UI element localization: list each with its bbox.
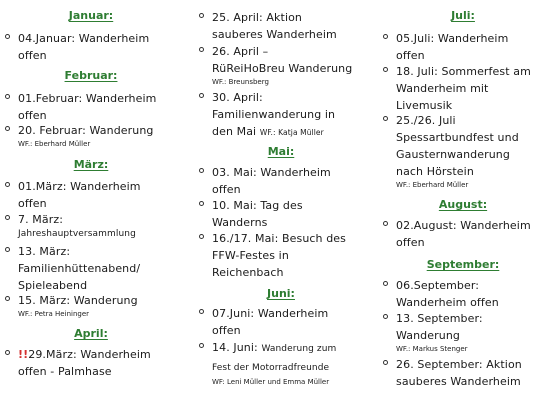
- bullet-icon: [199, 13, 204, 18]
- list-item: 30. April: Familienwanderung in den Mai WF.: Katja Müller: [194, 89, 368, 141]
- list-item: 16./17. Mai: Besuch des FFW-Festes in Reichenbach: [194, 230, 368, 281]
- heading-april: April:: [74, 327, 108, 340]
- heading-januar: Januar:: [68, 9, 114, 22]
- heading-september: September:: [426, 258, 500, 271]
- bullet-icon: [199, 234, 204, 239]
- list-item: 18. Juli: Sommerfest am Wanderheim mit Livemusik: [378, 63, 548, 114]
- heading-juli: Juli:: [451, 9, 475, 22]
- bullet-icon: [5, 215, 10, 220]
- guide-note: WF: Leni Müller und Emma Müller: [212, 378, 330, 386]
- bullet-icon: [5, 350, 10, 355]
- guide-note: WF.: Eberhard Müller: [396, 181, 469, 189]
- list-item: 15. März: Wanderung WF.: Petra Heininger: [0, 292, 182, 319]
- list-item: 10. Mai: Tag des Wanderns: [194, 197, 368, 231]
- heading-maerz: März:: [73, 158, 109, 171]
- bullet-icon: [199, 309, 204, 314]
- list-item: 03. Mai: Wanderheim offen: [194, 164, 368, 198]
- list-item: 05.Juli: Wanderheim offen: [378, 30, 548, 64]
- guide-note: WF.: Katja Müller: [259, 128, 324, 137]
- list-item: 04.Januar: Wanderheim offen: [0, 30, 182, 64]
- list-item: 7. März: Jahreshauptversammlung: [0, 211, 182, 243]
- bullet-icon: [383, 281, 388, 286]
- guide-note: WF.: Petra Heininger: [18, 310, 90, 318]
- list-item: 13. März: Familienhüttenabend/ Spieleabend: [0, 243, 182, 294]
- heading-mai: Mai:: [267, 145, 295, 158]
- list-item: !!29.März: Wanderheim offen - Palmhase: [0, 346, 182, 380]
- bullet-icon: [383, 360, 388, 365]
- list-item: 26. September: Aktion sauberes Wanderheim: [378, 356, 548, 390]
- bullet-icon: [5, 296, 10, 301]
- bullet-icon: [383, 221, 388, 226]
- guide-note: WF.: Eberhard Müller: [18, 140, 91, 148]
- list-item: 06.September: Wanderheim offen: [378, 277, 548, 311]
- bullet-icon: [5, 34, 10, 39]
- list-item: 25./26. Juli Spessartbundfest und Gausternwanderung nach Hörstein WF.: Eberhard Müller: [378, 112, 548, 190]
- list-item: 01.März: Wanderheim offen: [0, 178, 182, 212]
- list-item: 13. September: Wanderung WF.: Markus Stenger: [378, 310, 548, 354]
- bullet-icon: [199, 168, 204, 173]
- bullet-icon: [199, 93, 204, 98]
- guide-note: WF.: Breunsberg: [212, 78, 269, 86]
- bullet-icon: [5, 247, 10, 252]
- alert-marker: !!: [18, 348, 29, 361]
- bullet-icon: [199, 201, 204, 206]
- list-item: 01.Februar: Wanderheim offen: [0, 90, 182, 124]
- bullet-icon: [383, 34, 388, 39]
- bullet-icon: [199, 343, 204, 348]
- list-item: 02.August: Wanderheim offen: [378, 217, 548, 251]
- guide-note: WF.: Markus Stenger: [396, 345, 468, 353]
- list-item: 20. Februar: Wanderung WF.: Eberhard Müller: [0, 122, 182, 149]
- bullet-icon: [383, 116, 388, 121]
- bullet-icon: [199, 47, 204, 52]
- list-item: 26. April – RüReiHoBreu Wanderung WF.: Breunsberg: [194, 43, 368, 87]
- heading-februar: Februar:: [64, 69, 118, 82]
- bullet-icon: [5, 94, 10, 99]
- list-item: 07.Juni: Wanderheim offen: [194, 305, 368, 339]
- bullet-icon: [5, 126, 10, 131]
- list-item: 14. Juni: Wanderung zum Fest der Motorradfreunde WF: Leni Müller und Emma Müller: [194, 339, 368, 387]
- bullet-icon: [5, 182, 10, 187]
- bullet-icon: [383, 314, 388, 319]
- heading-juni: Juni:: [267, 287, 295, 300]
- heading-august: August:: [438, 198, 488, 211]
- list-item: 25. April: Aktion sauberes Wanderheim: [194, 9, 368, 43]
- bullet-icon: [383, 67, 388, 72]
